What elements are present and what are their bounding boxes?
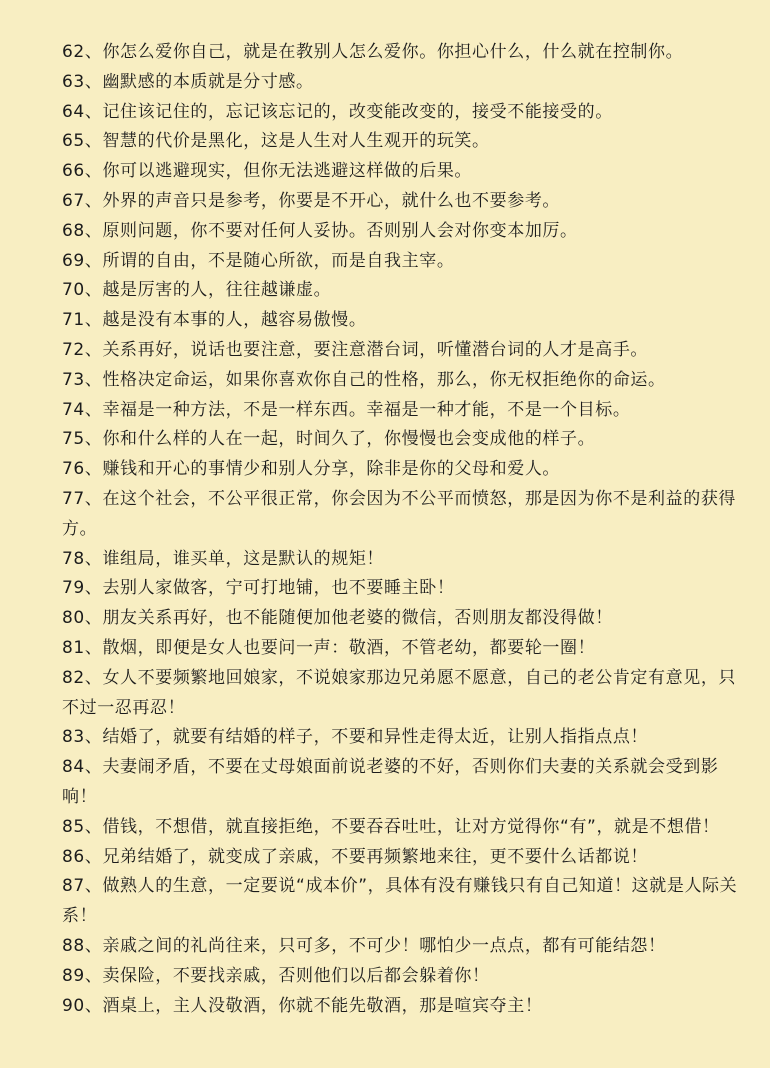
item-number: 86、 xyxy=(62,846,103,867)
item-text: 你可以逃避现实，但你无法逃避这样做的后果。 xyxy=(102,161,473,182)
item-number: 73、 xyxy=(62,369,103,390)
item-text: 越是没有本事的人，越容易傲慢。 xyxy=(102,310,367,331)
list-item xyxy=(62,68,746,98)
item-text: 所谓的自由，不是随心所欲，而是自我主宰。 xyxy=(102,250,455,271)
item-number: 80、 xyxy=(62,608,103,629)
list-item xyxy=(62,723,746,753)
list-item xyxy=(62,396,746,426)
item-number: 66、 xyxy=(62,161,103,182)
list-item xyxy=(62,545,746,575)
item-text: 亲戚之间的礼尚往来，只可多，不可少！哪怕少一点点，都有可能结怨！ xyxy=(102,935,666,956)
item-text: 借钱，不想借，就直接拒绝，不要吞吞吐吐，让对方觉得你“有”，就是不想借！ xyxy=(102,816,720,837)
item-number: 83、 xyxy=(62,727,103,748)
item-text: 幸福是一种方法，不是一样东西。幸福是一种才能，不是一个目标。 xyxy=(102,399,631,420)
item-number: 77、 xyxy=(62,488,103,509)
item-number: 87、 xyxy=(62,876,103,897)
item-text: 谁组局，谁买单，这是默认的规矩！ xyxy=(102,548,385,569)
item-number: 65、 xyxy=(62,131,103,152)
list-item xyxy=(62,843,746,873)
item-number: 68、 xyxy=(62,220,103,241)
item-text: 你和什么样的人在一起，时间久了，你慢慢也会变成他的样子。 xyxy=(102,429,596,450)
item-text: 原则问题，你不要对任何人妥协。否则别人会对你变本加厉。 xyxy=(102,220,578,241)
item-text: 夫妻闹矛盾，不要在丈母娘面前说老婆的不好，否则你们夫妻的关系就会受到影响！ xyxy=(62,757,719,807)
item-text: 越是厉害的人，往往越谦虚。 xyxy=(102,280,332,301)
list-item xyxy=(62,336,746,366)
list-item xyxy=(62,306,746,336)
item-number: 85、 xyxy=(62,816,103,837)
item-text: 赚钱和开心的事情少和别人分享，除非是你的父母和爱人。 xyxy=(102,459,561,480)
item-number: 81、 xyxy=(62,637,103,658)
item-text: 兄弟结婚了，就变成了亲戚，不要再频繁地来往，更不要什么话都说！ xyxy=(102,846,649,867)
item-number: 67、 xyxy=(62,190,103,211)
item-number: 64、 xyxy=(62,101,103,122)
item-text: 酒桌上，主人没敬酒，你就不能先敬酒，那是喧宾夺主！ xyxy=(102,995,543,1016)
item-number: 76、 xyxy=(62,459,103,480)
list-item xyxy=(62,127,746,157)
item-text: 幽默感的本质就是分寸感。 xyxy=(102,71,314,92)
item-text: 外界的声音只是参考，你要是不开心，就什么也不要参考。 xyxy=(102,190,561,211)
item-text: 女人不要频繁地回娘家，不说娘家那边兄弟愿不愿意，自己的老公肯定有意见，只不过一忍再忍！ xyxy=(62,667,737,718)
item-text: 去别人家做客，宁可打地铺，也不要睡主卧！ xyxy=(102,578,455,599)
list-item xyxy=(62,992,746,1022)
list-item xyxy=(62,187,746,217)
item-text: 卖保险，不要找亲戚，否则他们以后都会躲着你！ xyxy=(102,965,490,986)
item-number: 78、 xyxy=(62,548,103,569)
item-text: 性格决定命运，如果你喜欢你自己的性格，那么，你无权拒绝你的命运。 xyxy=(102,369,666,390)
item-number: 89、 xyxy=(62,965,103,986)
list-item xyxy=(62,247,746,277)
list-item xyxy=(62,872,746,932)
item-number: 70、 xyxy=(62,280,103,301)
list-item xyxy=(62,574,746,604)
item-text: 在这个社会，不公平很正常，你会因为不公平而愤怒，那是因为你不是利益的获得方。 xyxy=(62,488,737,539)
list-item xyxy=(62,634,746,664)
item-number: 62、 xyxy=(62,42,103,62)
item-number: 74、 xyxy=(62,399,103,420)
item-text: 散烟，即便是女人也要问一声：敬酒，不管老幼，都要轮一圈！ xyxy=(102,637,596,658)
item-number: 90、 xyxy=(62,995,103,1016)
item-text: 做熟人的生意，一定要说“成本价”，具体有没有赚钱只有自己知道！这就是人际关系！ xyxy=(62,876,738,927)
item-number: 79、 xyxy=(62,578,103,599)
item-number: 69、 xyxy=(62,250,103,271)
quote-list xyxy=(62,38,746,1021)
item-text: 朋友关系再好，也不能随便加他老婆的微信，否则朋友都没得做！ xyxy=(102,608,613,629)
item-number: 71、 xyxy=(62,310,103,331)
item-text: 关系再好，说话也要注意，要注意潜台词，听懂潜台词的人才是高手。 xyxy=(102,339,649,360)
item-number: 63、 xyxy=(62,71,103,92)
item-text: 你怎么爱你自己，就是在教别人怎么爱你。你担心什么，什么就在控制你。 xyxy=(102,42,684,62)
item-number: 72、 xyxy=(62,339,103,360)
list-item xyxy=(62,425,746,455)
item-text: 结婚了，就要有结婚的样子，不要和异性走得太近，让别人指指点点！ xyxy=(102,727,649,748)
list-item xyxy=(62,813,746,843)
list-item xyxy=(62,962,746,992)
item-number: 82、 xyxy=(62,667,103,688)
item-number: 84、 xyxy=(62,757,103,778)
list-item xyxy=(62,753,746,813)
list-item xyxy=(62,932,746,962)
list-item xyxy=(62,276,746,306)
list-item xyxy=(62,217,746,247)
list-item xyxy=(62,664,746,724)
list-item xyxy=(62,485,746,545)
list-item xyxy=(62,455,746,485)
list-item xyxy=(62,38,746,68)
item-number: 88、 xyxy=(62,935,103,956)
list-item xyxy=(62,604,746,634)
item-text: 智慧的代价是黑化，这是人生对人生观开的玩笑。 xyxy=(102,131,490,152)
item-text: 记住该记住的，忘记该忘记的，改变能改变的，接受不能接受的。 xyxy=(102,101,613,122)
item-number: 75、 xyxy=(62,429,103,450)
list-item xyxy=(62,157,746,187)
list-item xyxy=(62,98,746,128)
list-item xyxy=(62,366,746,396)
